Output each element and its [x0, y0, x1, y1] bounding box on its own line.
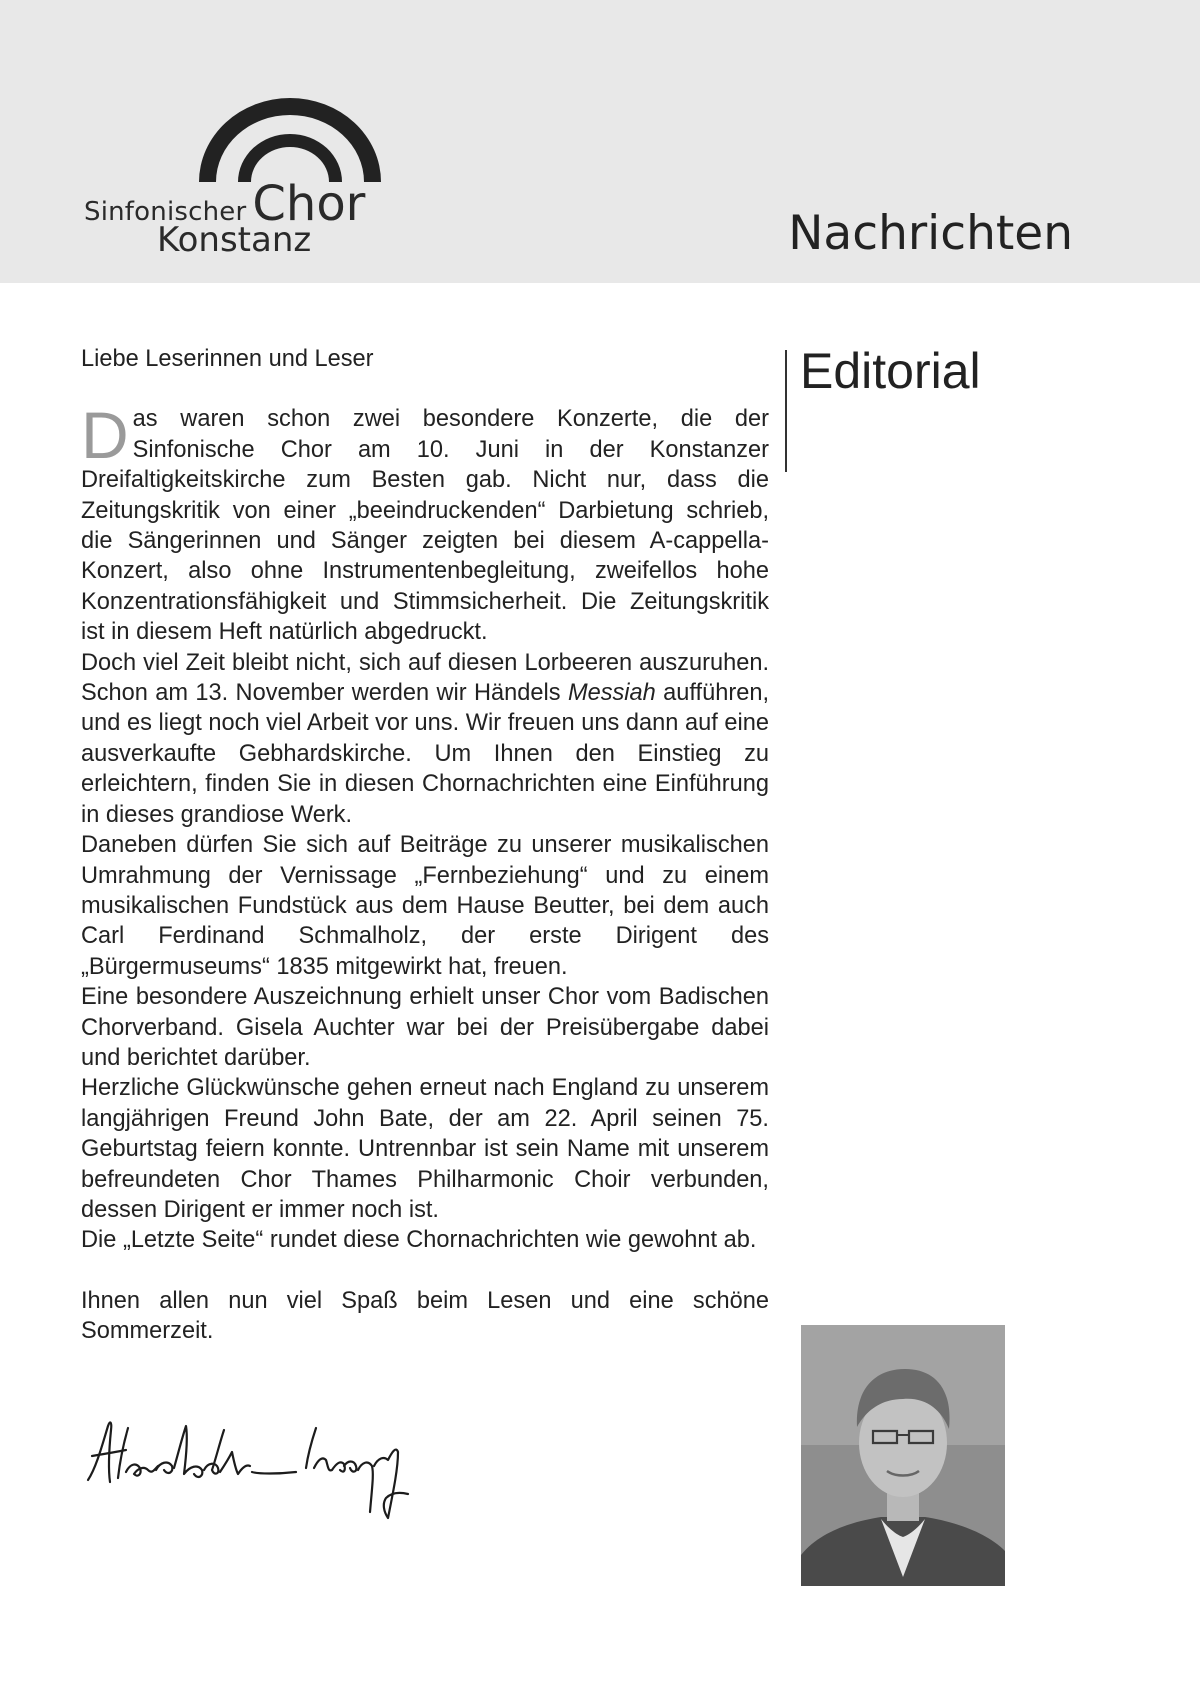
editorial-heading: Editorial [800, 343, 981, 399]
header-band [0, 0, 1200, 283]
paragraph-messiah [81, 648, 769, 830]
section-title: Nachrichten [788, 206, 1073, 261]
paragraph-concerts [81, 398, 769, 647]
editorial-article [81, 344, 769, 1347]
closing: Ihnen allen nun viel Spaß beim Lesen und eine schöne Sommerzeit. [81, 1287, 769, 1345]
handwritten-signature [82, 1408, 452, 1528]
drop-cap: D [81, 398, 129, 473]
salutation: Liebe Leserinnen und Leser [81, 346, 374, 372]
paragraph-contributions: Daneben dürfen Sie sich auf Beiträge zu unserer musikalischen Umrahmung der Vernissage „Fernbeziehung“ und zu einem musikalischen Fundstück aus dem Hause Beutter, bei dem auch Carl Ferdinand Schmalholz, der erste Dirigent des „Bürgermuseums“ 1835 mitgewirkt hat, freuen. [81, 832, 769, 980]
paragraph-birthday: Herzliche Glückwünsche gehen erneut nach England zu unserem langjährigen Freund John Bate, der am 22. April seinen 75. Geburtstag feiern konnte. Untrennbar ist sein Name mit unserem befreundeten Chor Thames Philharmonic Choir verbunden, dessen Dirigent er immer noch ist. [81, 1075, 769, 1223]
logo-text-chor: Chor [252, 176, 366, 232]
paragraph-last-page: Die „Letzte Seite“ rundet diese Chornachrichten wie gewohnt ab. [81, 1227, 757, 1254]
paragraph-messiah-text-a: Doch viel Zeit bleibt nicht, sich auf diesen Lorbeeren auszuruhen. Schon am 13. November werden wir Händels [81, 649, 769, 707]
column-divider [785, 350, 787, 472]
choir-logo-arcs [192, 94, 388, 184]
author-portrait [801, 1325, 1005, 1586]
paragraph-messiah-text-b: aufführen, und es liegt noch viel Arbeit vor uns. Wir freuen uns dann auf eine ausverkaufte Gebhardskirche. Um Ihnen den Einstieg zu erleichtern, finden Sie in diesen Chornachrichten eine Einführung in dieses grandiose Werk. [81, 680, 769, 828]
logo-text-sinfonischer: Sinfonischer [84, 197, 247, 227]
paragraph-messiah-title: Messiah [567, 680, 656, 707]
paragraph-concerts-text: as waren schon zwei besondere Konzerte, die der Sinfonische Chor am 10. Juni in der Konstanzer Dreifaltigkeitskirche zum Besten gab. Nicht nur, dass die Zeitungskritik von einer „beeindruckenden“ Darbietung schrieb, die Sängerinnen und Sänger zeigten bei diesem A-cappella-Konzert, also ohne Instrumentenbegleitung, zweifellos hohe Konzentrationsfähigkeit und Stimmsicherheit. Die Zeitungskritik ist in diesem Heft natürlich abgedruckt. [81, 406, 769, 646]
paragraph-award: Eine besondere Auszeichnung erhielt unser Chor vom Badischen Chorverband. Gisela Auchter war bei der Preisübergabe dabei und berichtet darüber. [81, 984, 769, 1071]
logo-text-konstanz: Konstanz [157, 220, 312, 260]
